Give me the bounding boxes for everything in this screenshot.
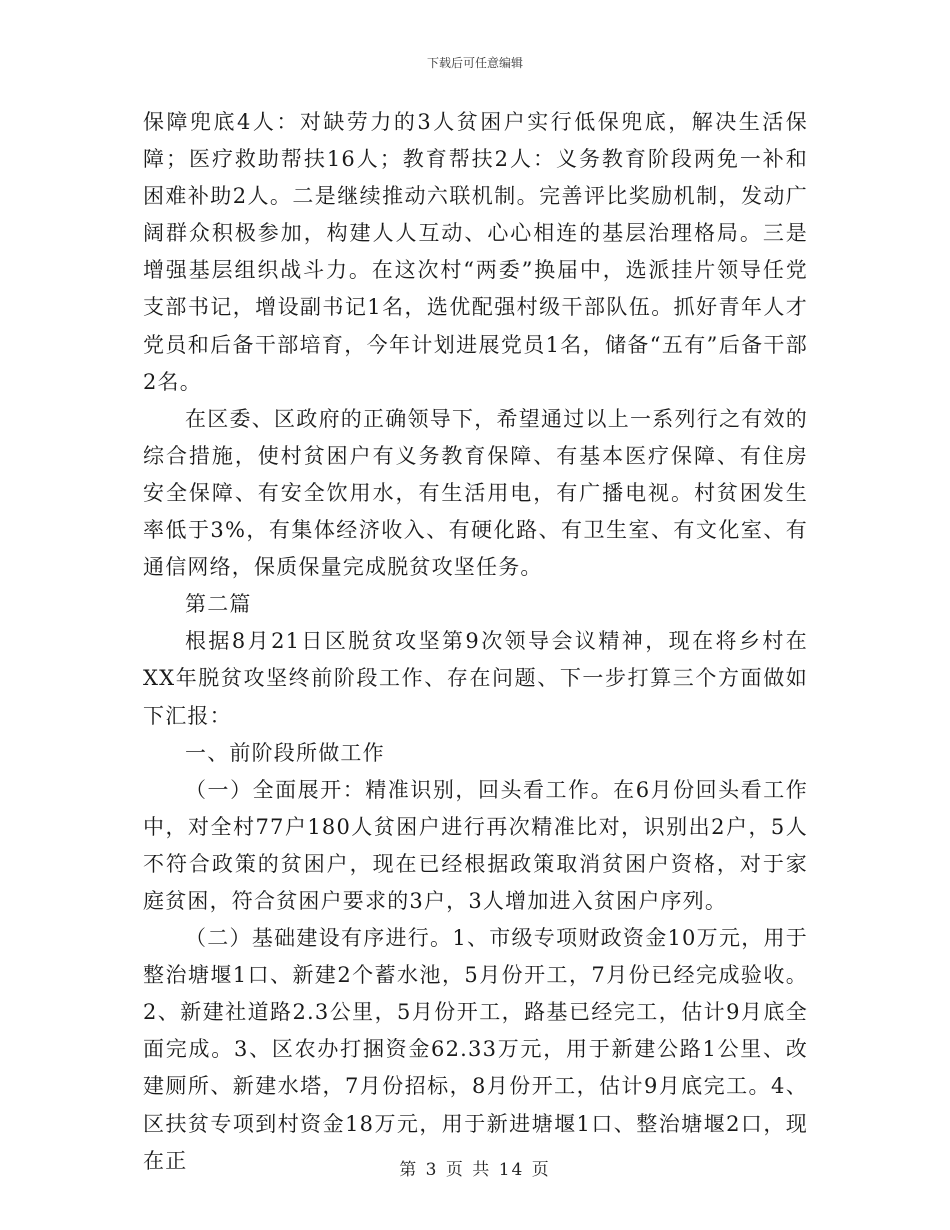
paragraph-1: 保障兜底4人：对缺劳力的3人贫困户实行低保兜底，解决生活保障；医疗救助帮扶16人；教育帮扶2人：义务教育阶段两免一补和困难补助2人。二是继续推动六联机制。完善评比奖励机制，发动广阔群众积极参加，构建人人互动、心心相连的基层治理格局。三是增强基层组织战斗力。在这次村“两委”换届中，选派挂片领导任党支部书记，增设副书记1名，选优配强村级干部队伍。抓好青年人才党员和后备干部培育，今年计划进展党员1名，储备“五有”后备干部2名。 [143,110,808,394]
paragraph-4: （一）全面展开：精准识别，回头看工作。在6月份回头看工作中，对全村77户180人贫困户进行再次精准比对，识别出2户，5人不符合政策的贫困户，现在已经根据政策取消贫困户资格，对于家庭贫困，符合贫困户要求的3户，3人增加进入贫困户序列。 [143,777,808,913]
paragraph-2: 在区委、区政府的正确领导下，希望通过以上一系列行之有效的综合措施，使村贫困户有义务教育保障、有基本医疗保障、有住房安全保障、有安全饮用水，有生活用电，有广播电视。村贫困发生率低于3%，有集体经济收入、有硬化路、有卫生室、有文化室、有通信网络，保质保量完成脱贫攻坚任务。 [143,406,808,580]
paragraph-5: （二）基础建设有序进行。1、市级专项财政资金10万元，用于整治塘堰1口、新建2个蓄水池，5月份开工，7月份已经完成验收。2、新建社道路2.3公里，5月份开工，路基已经完工，估计9月底全面完成。3、区农办打捆资金62.33万元，用于新建公路1公里、改建厕所、新建水塔，7月份招标，8月份开工，估计9月底完工。4、区扶贫专项到村资金18万元，用于新进塘堰1口、整治塘堰2口，现在正 [143,926,808,1173]
page-footer: 第 3 页 共 14 页 [399,1160,551,1180]
page-header: 下载后可任意编辑 [426,56,523,70]
paragraph-3: 根据8月21日区脱贫攻坚第9次领导会议精神，现在将乡村在XX年脱贫攻坚终前阶段工作、存在问题、下一步打算三个方面做如下汇报： [143,629,808,728]
section-heading-1: 一、前阶段所做工作 [185,740,385,765]
document-body [143,104,808,1180]
section-title-second-part: 第二篇 [185,592,252,617]
